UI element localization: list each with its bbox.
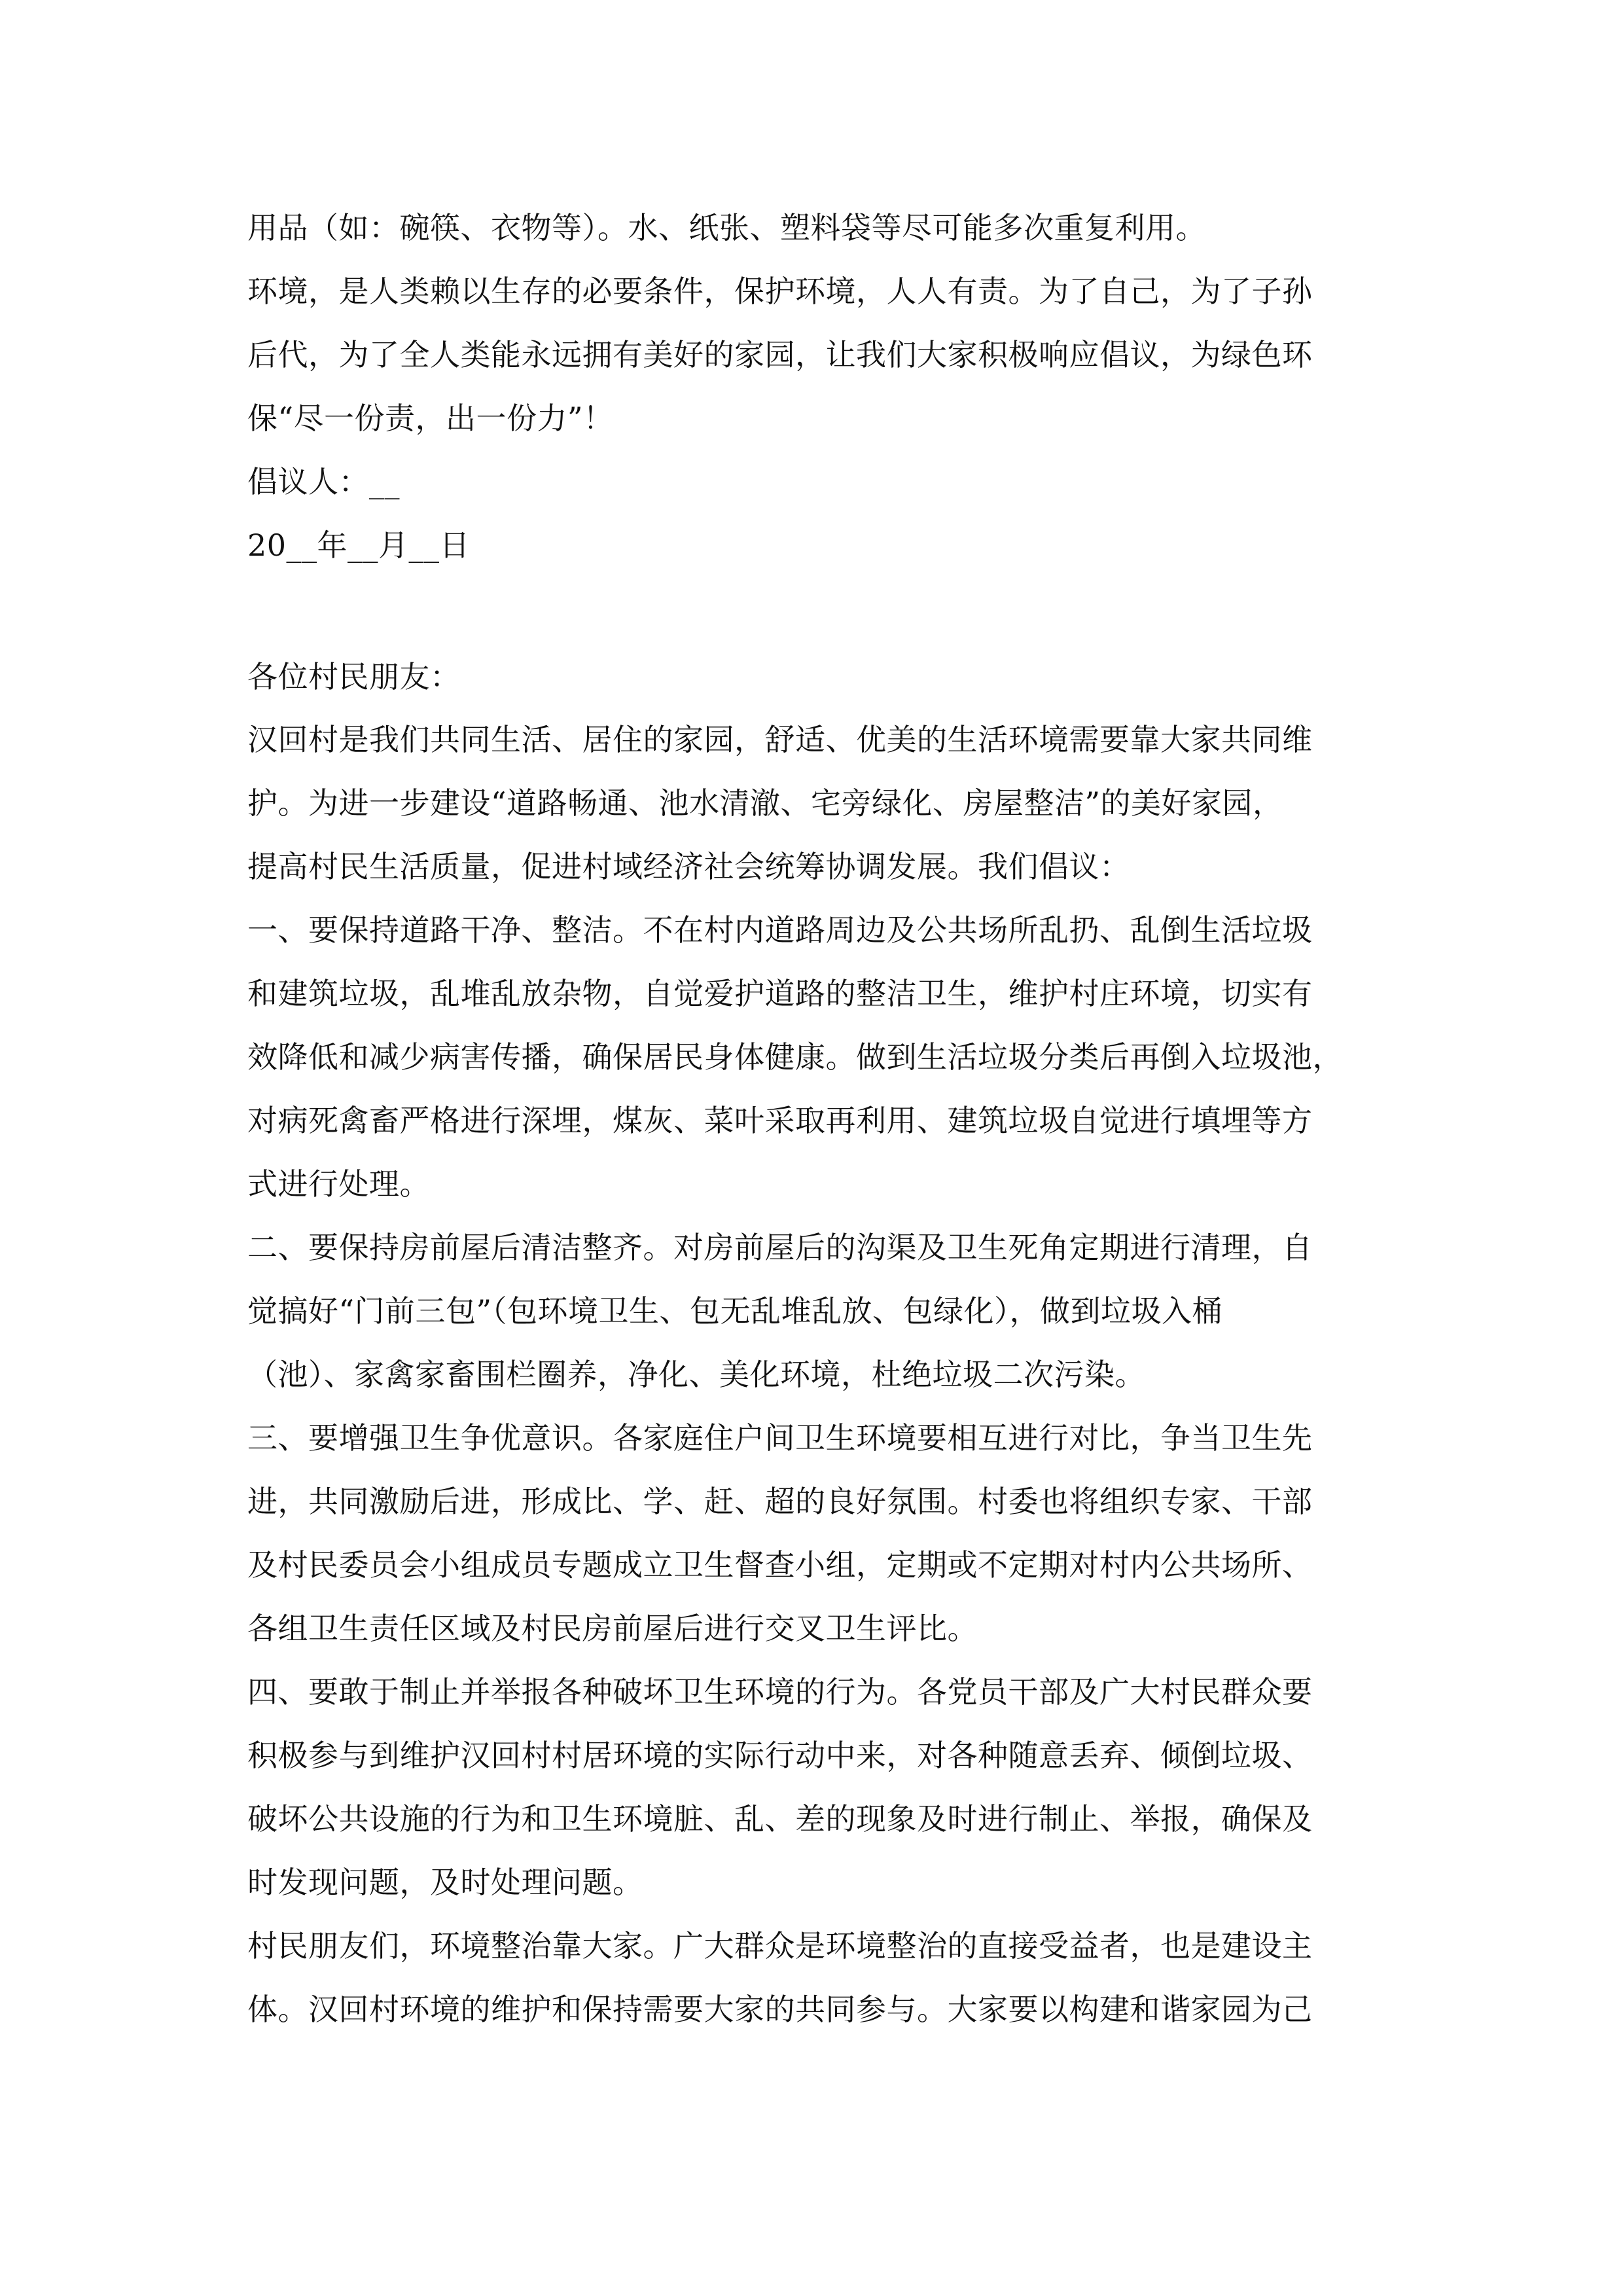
text-line: 环境，是人类赖以生存的必要条件，保护环境，人人有责。为了自己，为了子孙	[247, 274, 1313, 309]
text-line: 进，共同激励后进，形成比、学、赶、超的良好氛围。村委也将组织专家、干部	[247, 1484, 1313, 1519]
text-line: 村民朋友们，环境整治靠大家。广大群众是环境整治的直接受益者，也是建设主	[247, 1928, 1313, 1964]
text-line: 各组卫生责任区域及村民房前屋后进行交叉卫生评比。	[247, 1611, 978, 1646]
text-line: 效降低和减少病害传播，确保居民身体健康。做到生活垃圾分类后再倒入垃圾池，	[247, 1039, 1343, 1075]
text-line: 保“尽一份责，出一份力”！	[247, 401, 614, 436]
text-line: 提高村民生活质量，促进村域经济社会统筹协调发展。我们倡议：	[247, 849, 1130, 884]
text-line: 护。为进一步建设“道路畅通、池水清澈、宅旁绿化、房屋整洁”的美好家园，	[247, 785, 1283, 821]
text-line: 四、要敢于制止并举报各种破坏卫生环境的行为。各党员干部及广大村民群众要	[247, 1674, 1313, 1710]
text-line: 二、要保持房前屋后清洁整齐。对房前屋后的沟渠及卫生死角定期进行清理，自	[247, 1230, 1313, 1265]
text-line: 和建筑垃圾，乱堆乱放杂物，自觉爱护道路的整洁卫生，维护村庄环境，切实有	[247, 976, 1313, 1011]
text-line: 用品（如：碗筷、衣物等）。水、纸张、塑料袋等尽可能多次重复利用。	[247, 210, 1206, 245]
text-line: 后代，为了全人类能永远拥有美好的家园，让我们大家积极响应倡议，为绿色环	[247, 337, 1313, 372]
text-line: （池）、家禽家畜围栏圈养，净化、美化环境，杜绝垃圾二次污染。	[247, 1357, 1145, 1392]
text-line: 时发现问题，及时处理问题。	[247, 1865, 643, 1900]
text-line: 及村民委员会小组成员专题成立卫生督查小组，定期或不定期对村内公共场所、	[247, 1547, 1313, 1583]
text-line: 式进行处理。	[247, 1166, 430, 1202]
text-line: 破坏公共设施的行为和卫生环境脏、乱、差的现象及时进行制止、举报，确保及	[247, 1801, 1313, 1837]
text-line: 一、要保持道路干净、整洁。不在村内道路周边及公共场所乱扔、乱倒生活垃圾	[247, 912, 1313, 948]
text-line: 倡议人：__	[247, 464, 400, 499]
text-line: 汉回村是我们共同生活、居住的家园，舒适、优美的生活环境需要靠大家共同维	[247, 722, 1313, 757]
text-line: 三、要增强卫生争优意识。各家庭住户间卫生环境要相互进行对比，争当卫生先	[247, 1420, 1313, 1456]
greeting: 各位村民朋友：	[247, 659, 461, 694]
text-line: 积极参与到维护汉回村村居环境的实际行动中来，对各种随意丢弃、倾倒垃圾、	[247, 1738, 1313, 1773]
text-line: 20__年__月__日	[247, 528, 471, 563]
text-line: 体。汉回村环境的维护和保持需要大家的共同参与。大家要以构建和谐家园为己	[247, 1992, 1313, 2027]
text-line: 对病死禽畜严格进行深埋，煤灰、菜叶采取再利用、建筑垃圾自觉进行填埋等方	[247, 1103, 1313, 1138]
text-line: 觉搞好“门前三包”（包环境卫生、包无乱堆乱放、包绿化），做到垃圾入桶	[247, 1293, 1223, 1329]
